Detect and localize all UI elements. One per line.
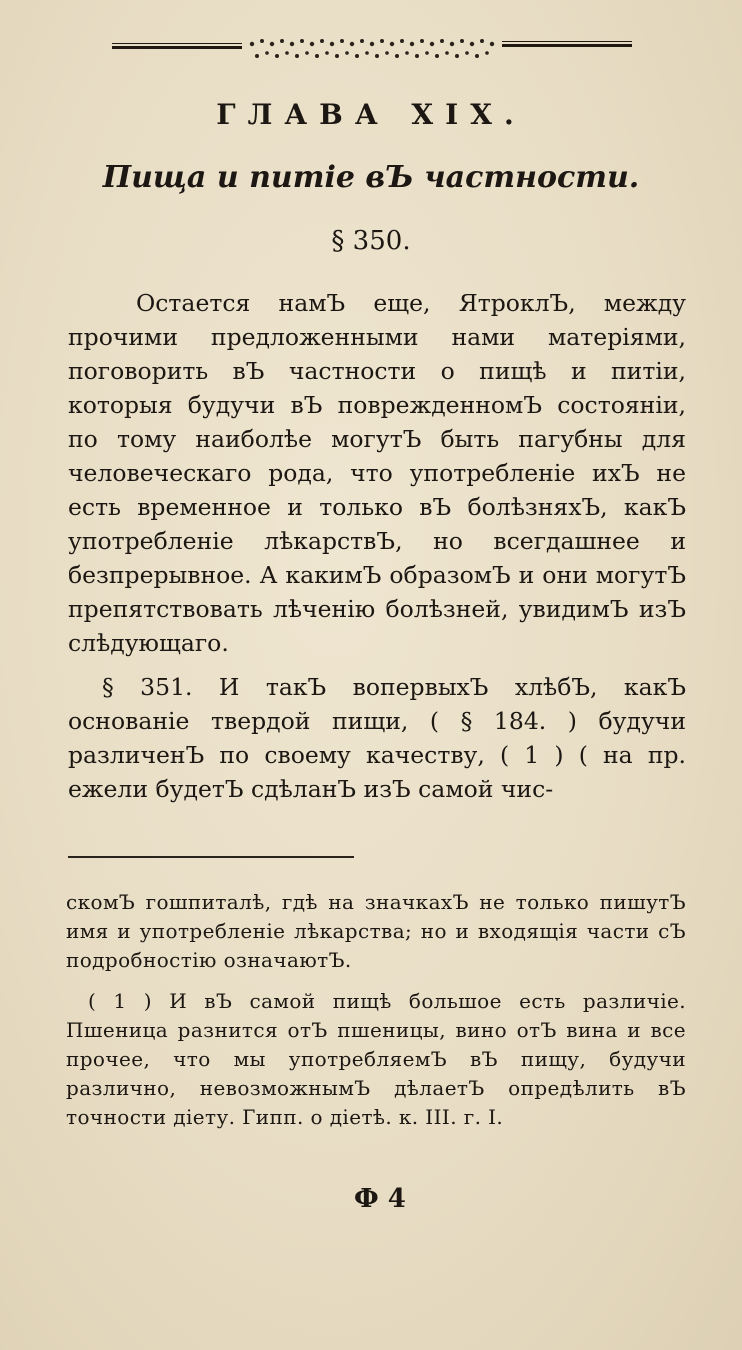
main-text <box>68 286 686 806</box>
ornamental-headpiece <box>112 34 632 64</box>
paragraph-351: § 351. И такЪ вопервыхЪ хлѣбЪ, какЪ основаніе твердой пищи, ( § 184. ) будучи различенЪ по своему качеству, ( 1 ) ( на пр. ежели будетЪ сдѣланЪ изЪ самой чис- <box>68 673 686 803</box>
footnote-1: ( 1 ) И вЪ самой пищѣ большое есть различіе. Пшеница разнится отЪ пшеницы, вино отЪ вина и все прочее, что мы употребляемЪ вЪ пищу, будучи различно, невозможнымЪ дѣлаетЪ опредѣлить вЪ точности діету. Гипп. о діетѣ. к. III. г. I. <box>66 989 686 1129</box>
footnote-divider <box>68 856 354 858</box>
chapter-subtitle: Пища и питіе вЪ частности. <box>102 160 640 195</box>
paragraph-350: Остается намЪ еще, ЯтроклЪ, между прочими предложенными нами матеріями, поговорить вЪ частности о пищѣ и питіи, которыя будучи вЪ поврежденномЪ состояніи, по тому наиболѣе могутЪ быть пагубны для человеческаго рода, что употребленіе ихЪ не есть временное и только вЪ болѣзняхЪ, какЪ употребленіе лѣкарствЪ, но всегдашнее и безпрерывное. А какимЪ образомЪ и они могутЪ препятствовать лѣченію болѣзней, увидимЪ изЪ слѣдующаго. <box>68 289 686 657</box>
section-number: § 350. <box>331 226 411 256</box>
chapter-heading: ГЛАВА XIX. <box>216 98 526 131</box>
signature-mark: Ф 4 <box>354 1184 406 1214</box>
footnote-continuation: скомЪ гошпиталѣ, гдѣ на значкахЪ не только пишутЪ имя и употребленіе лѣкарства; но и входящія части сЪ подробностію означаютЪ. <box>66 890 686 972</box>
footnotes <box>66 888 686 1132</box>
